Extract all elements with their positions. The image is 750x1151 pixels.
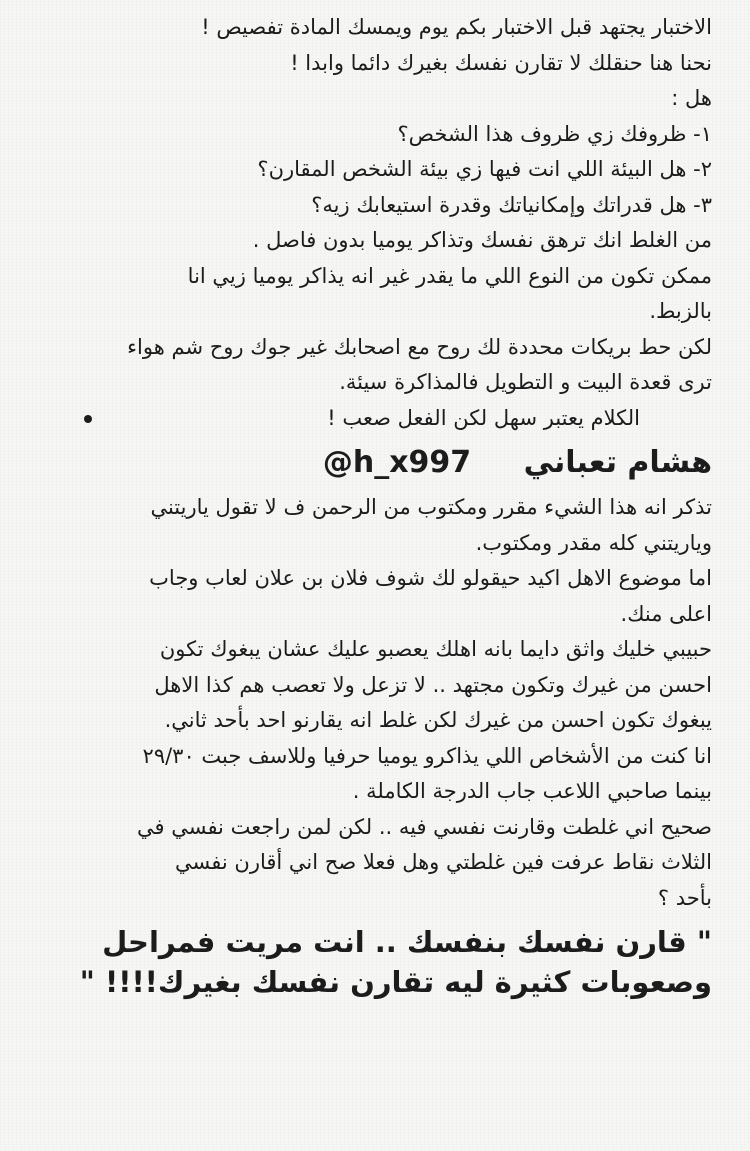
text-line: هل : xyxy=(671,86,712,110)
list-item: ٣- هل قدراتك وإمكانياتك وقدرة استيعابك زيه؟ xyxy=(311,192,712,217)
paragraphs-bottom xyxy=(26,490,712,916)
text-line: الثلاث نقاط عرفت فين غلطتي وهل فعلا صح اني أقارن نفسي xyxy=(175,850,712,874)
list-item: ١- ظروفك زي ظروف هذا الشخص؟ xyxy=(397,121,712,146)
quote-line: وصعوبات كثيرة ليه تقارن نفسك بغيرك!!!! " xyxy=(79,965,712,999)
text-line: انا كنت من الأشخاص اللي يذاكرو يوميا حرفيا وللاسف جبت ٢٩/٣٠ xyxy=(142,743,712,768)
bullet-item xyxy=(26,401,712,437)
bullet-dot-icon xyxy=(84,415,92,423)
text-line: من الغلط انك ترهق نفسك وتذاكر يوميا بدون فاصل . xyxy=(252,228,712,252)
text-line: اعلى منك. xyxy=(620,601,712,626)
text-line: تذكر انه هذا الشيء مقرر ومكتوب من الرحمن ف لا تقول ياريتني xyxy=(150,495,712,519)
text-line: بأحد ؟ xyxy=(657,885,712,910)
text-line: الاختبار يجتهد قبل الاختبار بكم يوم ويمسك المادة تفصيص ! xyxy=(201,15,712,39)
paragraphs-top xyxy=(26,10,712,401)
author-handle: @h_x997 xyxy=(322,445,472,480)
text-line: صحيح اني غلطت وقارنت نفسي فيه .. لكن لمن راجعت نفسي في xyxy=(136,814,712,839)
text-line: نحنا هنا حنقلك لا تقارن نفسك بغيرك دائما وابدا ! xyxy=(290,50,712,75)
text-line: بالزبط. xyxy=(649,299,712,323)
author-name: هشام تعباني xyxy=(523,445,712,480)
bullet-text: الكلام يعتبر سهل لكن الفعل صعب ! xyxy=(327,405,640,430)
text-line: وياريتني كله مقدر ومكتوب. xyxy=(475,530,712,555)
author-signature xyxy=(26,442,712,484)
text-line: ممكن تكون من النوع اللي ما يقدر غير انه يذاكر يوميا زيي انا xyxy=(187,263,712,288)
text-line: حبيبي خليك واثق دايما بانه اهلك يعصبو عليك عشان يبغوك تكون xyxy=(159,637,712,661)
text-line: يبغوك تكون احسن من غيرك لكن غلط انه يقارنو احد بأحد ثاني. xyxy=(164,708,712,732)
text-line: ترى قعدة البيت و التطويل فالمذاكرة سيئة. xyxy=(339,370,712,394)
text-line: اما موضوع الاهل اكيد حيقولو لك شوف فلان بن علان لعاب وجاب xyxy=(149,566,712,590)
text-line: احسن من غيرك وتكون مجتهد .. لا تزعل ولا تعصب هم كذا الاهل xyxy=(154,672,712,697)
text-line: بينما صاحبي اللاعب جاب الدرجة الكاملة . xyxy=(352,779,712,803)
quote-line: " قارن نفسك بنفسك .. انت مريت فمراحل xyxy=(102,925,712,959)
text-line: لكن حط بريكات محددة لك روح مع اصحابك غير جوك روح شم هواء xyxy=(127,334,712,359)
list-item: ٢- هل البيئة اللي انت فيها زي بيئة الشخص المقارن؟ xyxy=(257,157,712,181)
closing-quote xyxy=(26,922,712,1002)
